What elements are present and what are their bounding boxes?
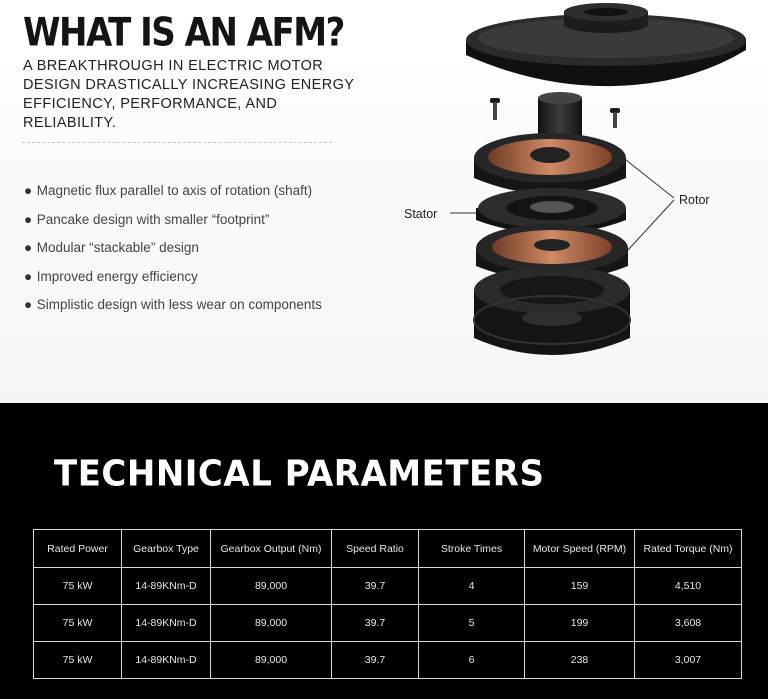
table-cell: 39.7 — [332, 642, 419, 679]
table-cell: 238 — [525, 642, 635, 679]
table-cell: 159 — [525, 568, 635, 605]
table-cell: 4,510 — [635, 568, 742, 605]
rotor-disc-upper — [474, 133, 626, 194]
technical-parameters-section — [0, 403, 768, 699]
intro-subtitle: A BREAKTHROUGH IN ELECTRIC MOTOR DESIGN DRASTICALLY INCREASING ENERGY EFFICIENCY, PERFORMANCE, AND RELIABILITY. — [23, 58, 355, 131]
page-title: WHAT IS AN AFM? — [23, 10, 344, 56]
feature-text: Magnetic flux parallel to axis of rotation (shaft) — [36, 183, 313, 198]
table-cell: 4 — [419, 568, 525, 605]
table-cell: 14-89KNm-D — [122, 605, 211, 642]
table-cell: 89,000 — [211, 642, 332, 679]
column-header: Gearbox Type — [122, 530, 211, 568]
column-header: Motor Speed (RPM) — [525, 530, 635, 568]
bullet-icon: ● — [24, 297, 33, 313]
feature-item — [24, 294, 322, 323]
table-cell: 199 — [525, 605, 635, 642]
feature-text: Pancake design with smaller “footprint” — [36, 211, 270, 227]
column-header: Rated Power — [34, 530, 122, 568]
bullet-icon: ● — [24, 268, 33, 284]
table-row — [34, 642, 742, 679]
motor-exploded-view-image — [440, 0, 768, 403]
bullet-icon: ● — [24, 211, 33, 227]
feature-text: Modular “stackable” design — [36, 240, 199, 256]
table-cell: 6 — [419, 642, 525, 679]
column-header: Gearbox Output (Nm) — [211, 530, 332, 568]
feature-text: Simplistic design with less wear on components — [36, 297, 322, 313]
table-cell: 75 kW — [34, 568, 122, 605]
table-row — [34, 568, 742, 605]
table-cell: 89,000 — [211, 605, 332, 642]
table-header-row — [34, 530, 742, 568]
table-cell: 75 kW — [34, 642, 122, 679]
table-row — [34, 605, 742, 642]
rotor-label: Rotor — [679, 193, 710, 207]
table-cell: 39.7 — [332, 568, 419, 605]
parameters-table — [33, 529, 742, 679]
dotted-divider — [22, 142, 332, 143]
table-cell: 3,007 — [635, 642, 742, 679]
column-header: Rated Torque (Nm) — [635, 530, 742, 568]
table-cell: 14-89KNm-D — [122, 642, 211, 679]
section-title: TECHNICAL PARAMETERS — [54, 453, 545, 495]
feature-text: Improved energy efficiency — [36, 268, 198, 284]
bullet-icon: ● — [24, 240, 33, 256]
feature-item — [24, 180, 322, 209]
table-cell: 14-89KNm-D — [122, 568, 211, 605]
table-cell: 3,608 — [635, 605, 742, 642]
column-header: Stroke Times — [419, 530, 525, 568]
feature-item — [24, 266, 322, 295]
feature-item — [24, 209, 322, 238]
table-cell: 5 — [419, 605, 525, 642]
column-header: Speed Ratio — [332, 530, 419, 568]
afm-exploded-diagram — [404, 0, 768, 403]
feature-item — [24, 237, 322, 266]
base-housing — [474, 266, 630, 355]
feature-list — [24, 180, 322, 323]
table-cell: 39.7 — [332, 605, 419, 642]
table-cell: 89,000 — [211, 568, 332, 605]
bullet-icon: ● — [24, 183, 33, 198]
stator-label: Stator — [404, 207, 438, 221]
table-cell: 75 kW — [34, 605, 122, 642]
housing-cover — [466, 3, 746, 86]
